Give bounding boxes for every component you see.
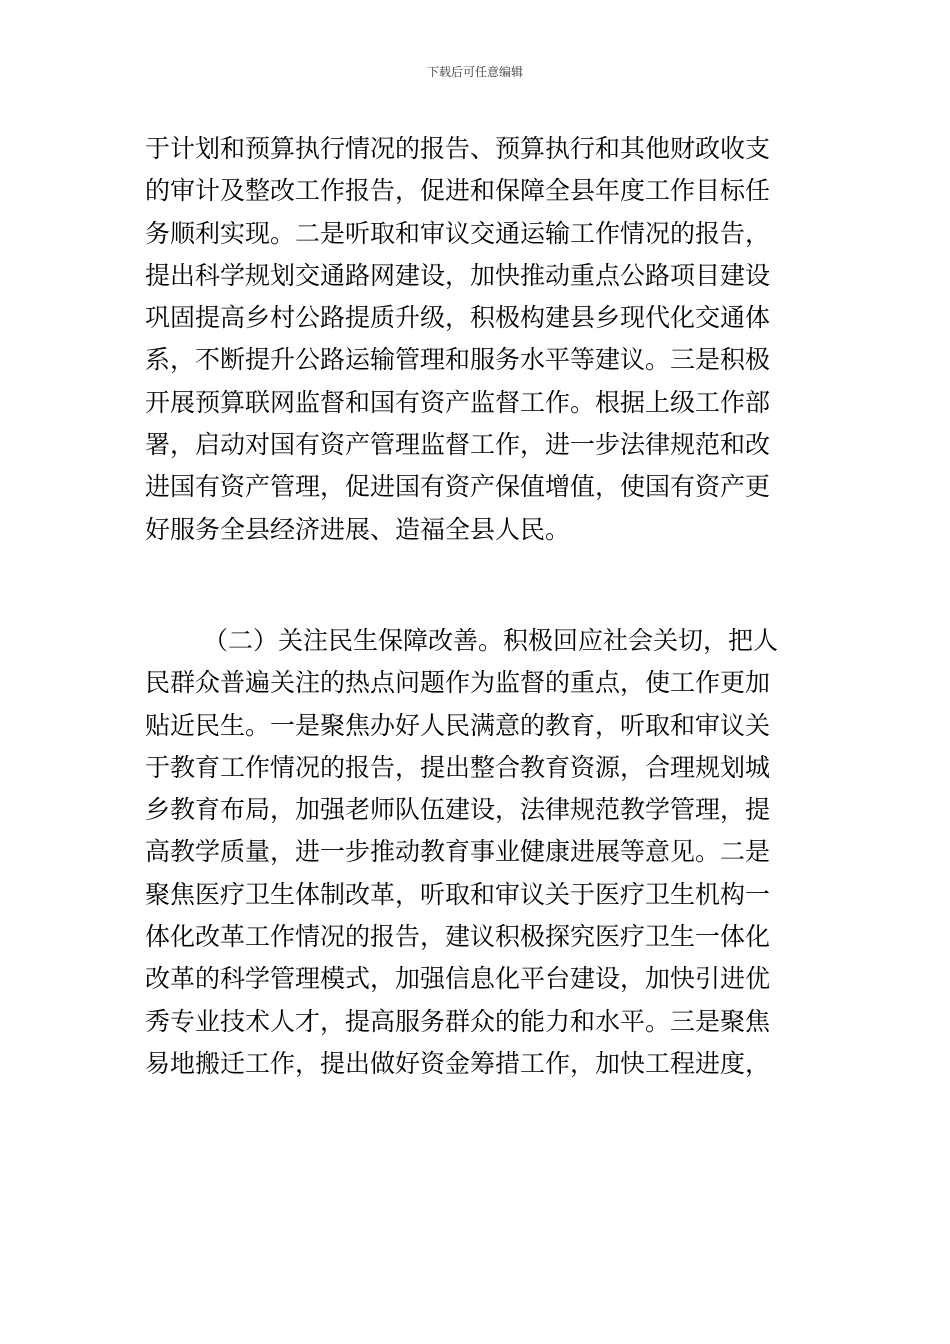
text-line: 务顺利实现。二是听取和审议交通运输工作情况的报告， bbox=[145, 218, 771, 248]
text-line: 的审计及整改工作报告，促进和保障全县年度工作目标任 bbox=[145, 176, 771, 206]
text-line: 高教学质量，进一步推动教育事业健康进展等意见。二是 bbox=[145, 837, 771, 867]
text-line: 改革的科学管理模式，加强信息化平台建设，加快引进优 bbox=[145, 964, 771, 994]
text-line: 于教育工作情况的报告，提出整合教育资源，合理规划城 bbox=[145, 752, 771, 782]
text-line: 乡教育布局，加强老师队伍建设，法律规范教学管理，提 bbox=[145, 795, 771, 825]
text-line: 提出科学规划交通路网建设，加快推动重点公路项目建设 bbox=[145, 260, 771, 290]
text-line: 巩固提高乡村公路提质升级，积极构建县乡现代化交通体 bbox=[145, 303, 771, 333]
text-line: 于计划和预算执行情况的报告、预算执行和其他财政收支 bbox=[145, 134, 771, 163]
text-line: 易地搬迁工作，提出做好资金筹措工作，加快工程进度， bbox=[145, 1048, 771, 1078]
document-body bbox=[145, 128, 815, 1085]
text-line: 秀专业技术人才，提高服务群众的能力和水平。三是聚焦 bbox=[145, 1006, 771, 1036]
text-line: 系，不断提升公路运输管理和服务水平等建议。三是积极 bbox=[145, 345, 771, 375]
page-header: 下载后可任意编辑 bbox=[426, 65, 523, 79]
text-line: 开展预算联网监督和国有资产监督工作。根据上级工作部 bbox=[145, 387, 771, 417]
text-line: 进国有资产管理，促进国有资产保值增值，使国有资产更 bbox=[145, 472, 771, 502]
paragraph-gap bbox=[145, 551, 815, 620]
text-line: 署，启动对国有资产管理监督工作，进一步法律规范和改 bbox=[145, 430, 771, 460]
text-line: 民群众普遍关注的热点问题作为监督的重点，使工作更加 bbox=[145, 668, 771, 698]
text-line: （二）关注民生保障改善。积极回应社会关切，把人 bbox=[203, 625, 779, 655]
text-line: 贴近民生。一是聚焦办好人民满意的教育，听取和审议关 bbox=[145, 710, 771, 740]
text-line: 好服务全县经济进展、造福全县人民。 bbox=[145, 514, 571, 544]
paragraph-2 bbox=[145, 620, 815, 1085]
text-line: 聚焦医疗卫生体制改革，听取和审议关于医疗卫生机构一 bbox=[145, 879, 771, 909]
paragraph-1 bbox=[145, 128, 815, 551]
text-line: 体化改革工作情况的报告，建议积极探究医疗卫生一体化 bbox=[145, 922, 771, 952]
